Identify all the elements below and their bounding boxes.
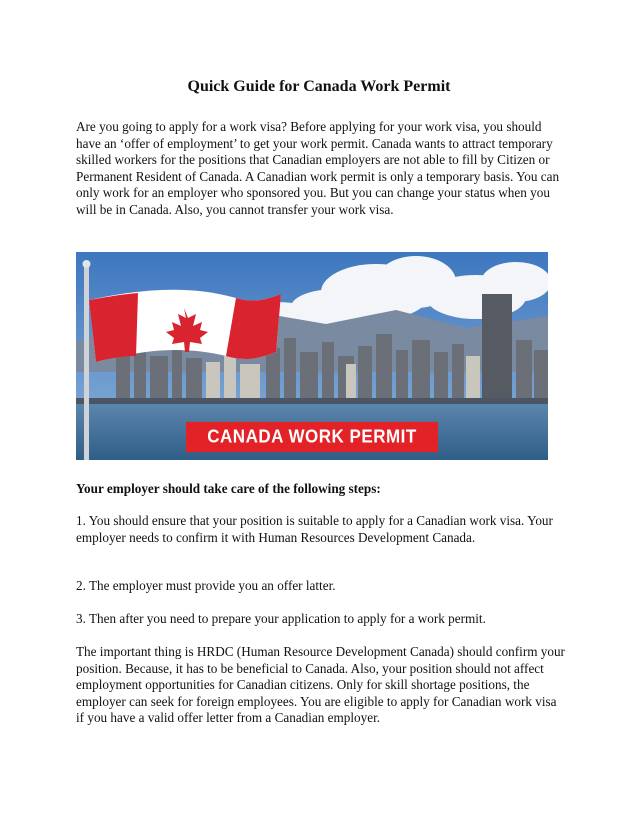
canada-work-permit-banner: CANADA WORK PERMIT [186, 422, 438, 452]
steps-heading: Your employer should take care of the following steps: [76, 481, 381, 496]
step-item-3: 3. Then after you need to prepare your application to apply for a work permit. [76, 611, 486, 626]
canada-work-permit-image [76, 252, 548, 460]
intro-paragraph: Are you going to apply for a work visa? Before applying for your work visa, you should have an ‘offer of employment’ to get your work permit. Canada wants to attract temporary skilled workers for the positions that Canadian employers are not able to fill by Citizen or Permanent Resident of Canada. A Canadian work permit is only a temporary basis. You can only work for an employer who sponsored you. But you can change your status when you will be in Canada. Also, you cannot transfer your work visa. [76, 119, 560, 217]
step-item-2: 2. The employer must provide you an offer latter. [76, 578, 336, 593]
closing-paragraph: The important thing is HRDC (Human Resource Development Canada) should confirm your position. Because, it has to be beneficial to Canada. Also, your position should not affect employment opportunities for Canadian citizens. Only for skill shortage positions, the employer can seek for foreign employees. You are eligible to apply for Canadian work visa if you have a valid offer letter from a Canadian employer. [76, 644, 565, 726]
page-title: Quick Guide for Canada Work Permit [187, 78, 451, 95]
canada-flag-icon [89, 290, 281, 362]
flag-pole [84, 264, 89, 460]
step-item-1: 1. You should ensure that your position is suitable to apply for a Canadian work visa. Your employer needs to confirm it with Human Resources Development Canada. [76, 513, 553, 545]
